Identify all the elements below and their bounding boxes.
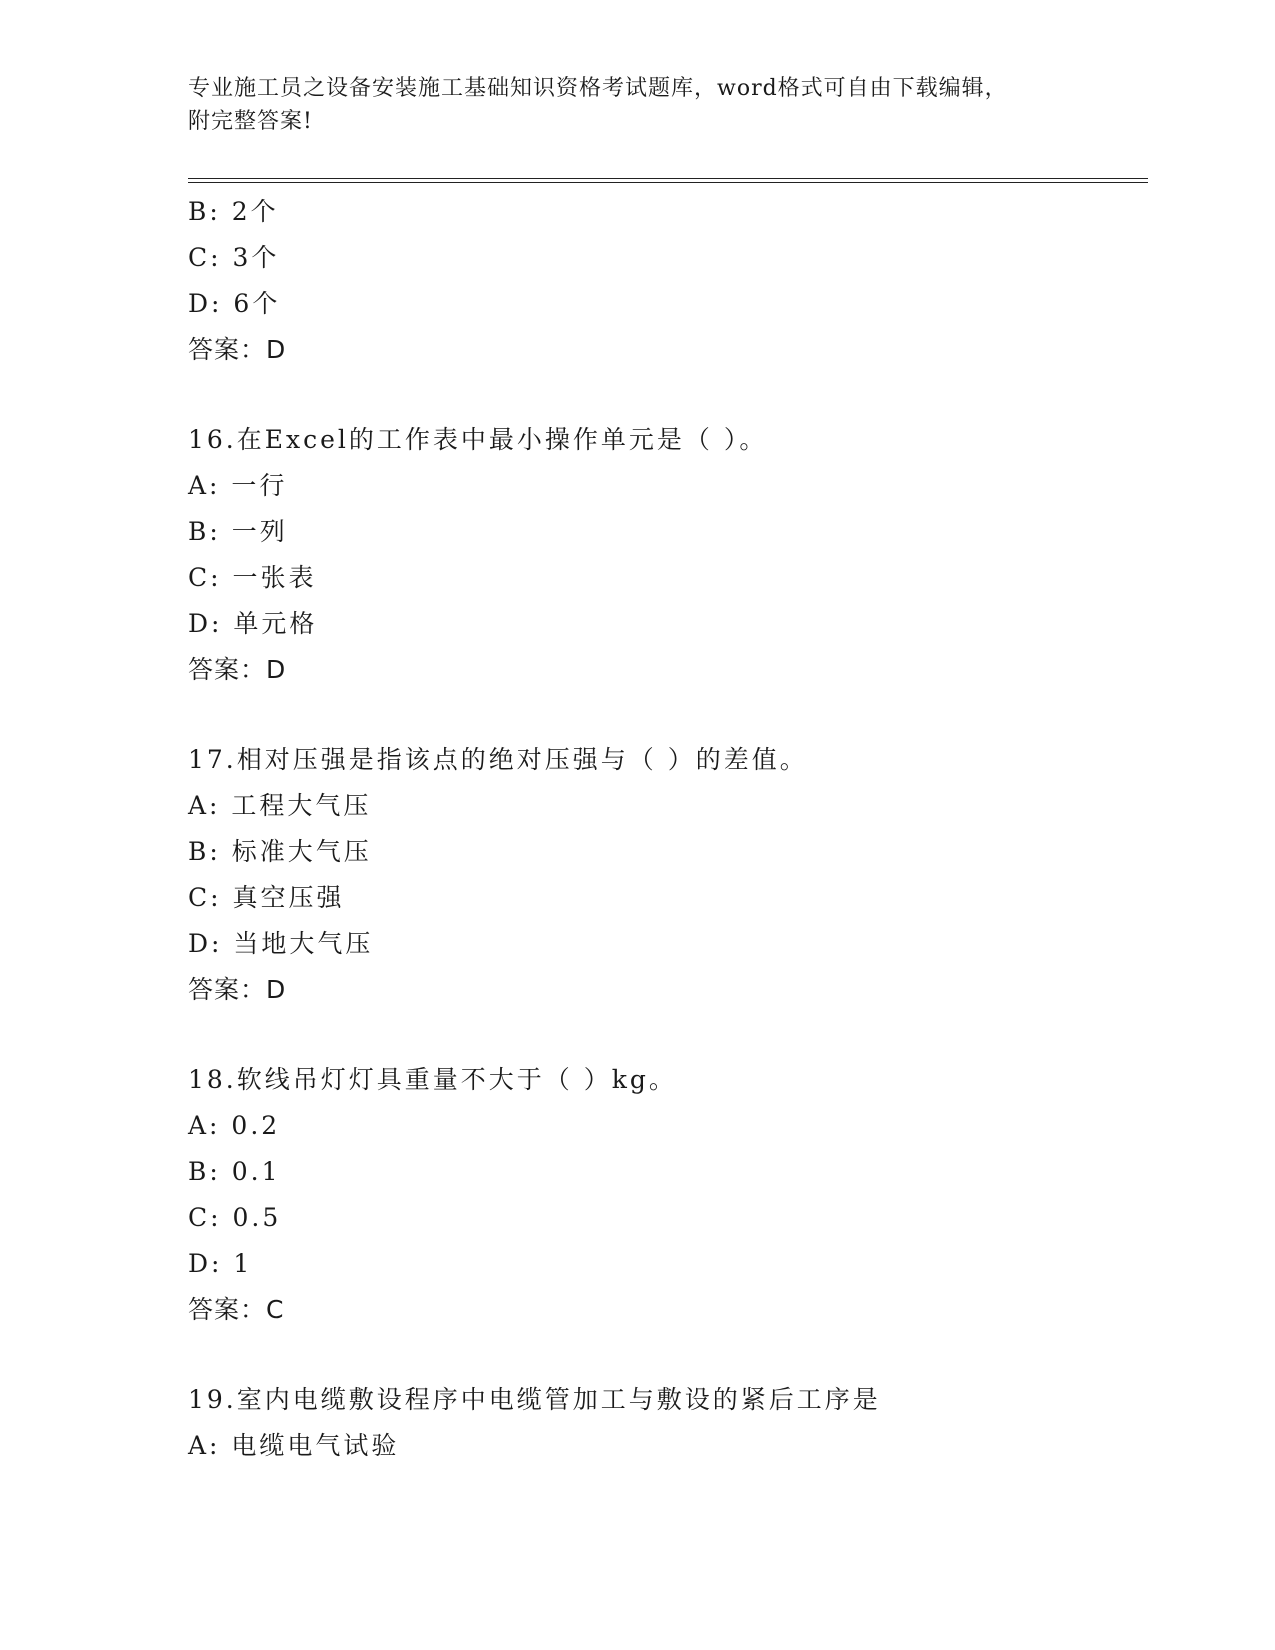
- question-text: 18.软线吊灯灯具重量不大于（ ）kg。: [188, 1065, 677, 1094]
- option-b: B: 0.1: [188, 1157, 281, 1186]
- answer-line: 答案：D: [188, 335, 287, 364]
- document-header: [188, 72, 1068, 138]
- question-17: [188, 737, 1148, 1013]
- option-b: B: 2个: [188, 197, 279, 226]
- question-text: 16.在Excel的工作表中最小操作单元是（ ）。: [188, 425, 768, 454]
- option-b: B: 标准大气压: [188, 837, 372, 866]
- option-b: B: 一列: [188, 517, 288, 546]
- header-title-line-1: 专业施工员之设备安装施工基础知识资格考试题库，word格式可自由下载编辑，: [188, 76, 1008, 101]
- option-a: A: 电缆电气试验: [188, 1431, 400, 1460]
- option-a: A: 一行: [188, 471, 288, 500]
- option-d: D: 单元格: [188, 609, 318, 638]
- spacer: [188, 693, 1148, 737]
- question-18: [188, 1057, 1148, 1333]
- option-c: C: 0.5: [188, 1203, 282, 1232]
- spacer: [188, 1013, 1148, 1057]
- option-d: D: 1: [188, 1249, 253, 1278]
- option-a: A: 工程大气压: [188, 791, 372, 820]
- option-d: D: 6个: [188, 289, 281, 318]
- question-19: [188, 1377, 1148, 1469]
- question-text: 17.相对压强是指该点的绝对压强与（ ）的差值。: [188, 745, 808, 774]
- option-d: D: 当地大气压: [188, 929, 374, 958]
- header-title-line-2: 附完整答案!: [188, 109, 313, 134]
- question-15-continued: [188, 189, 1148, 373]
- option-c: C: 3个: [188, 243, 280, 272]
- option-c: C: 真空压强: [188, 883, 345, 912]
- spacer: [188, 1333, 1148, 1377]
- spacer: [188, 373, 1148, 417]
- option-c: C: 一张表: [188, 563, 317, 592]
- answer-line: 答案：D: [188, 975, 287, 1004]
- header-divider: [188, 178, 1148, 183]
- answer-line: 答案：C: [188, 1295, 285, 1324]
- question-text: 19.室内电缆敷设程序中电缆管加工与敷设的紧后工序是: [188, 1385, 881, 1414]
- document-body: [188, 189, 1148, 1469]
- option-a: A: 0.2: [188, 1111, 281, 1140]
- answer-line: 答案：D: [188, 655, 287, 684]
- question-16: [188, 417, 1148, 693]
